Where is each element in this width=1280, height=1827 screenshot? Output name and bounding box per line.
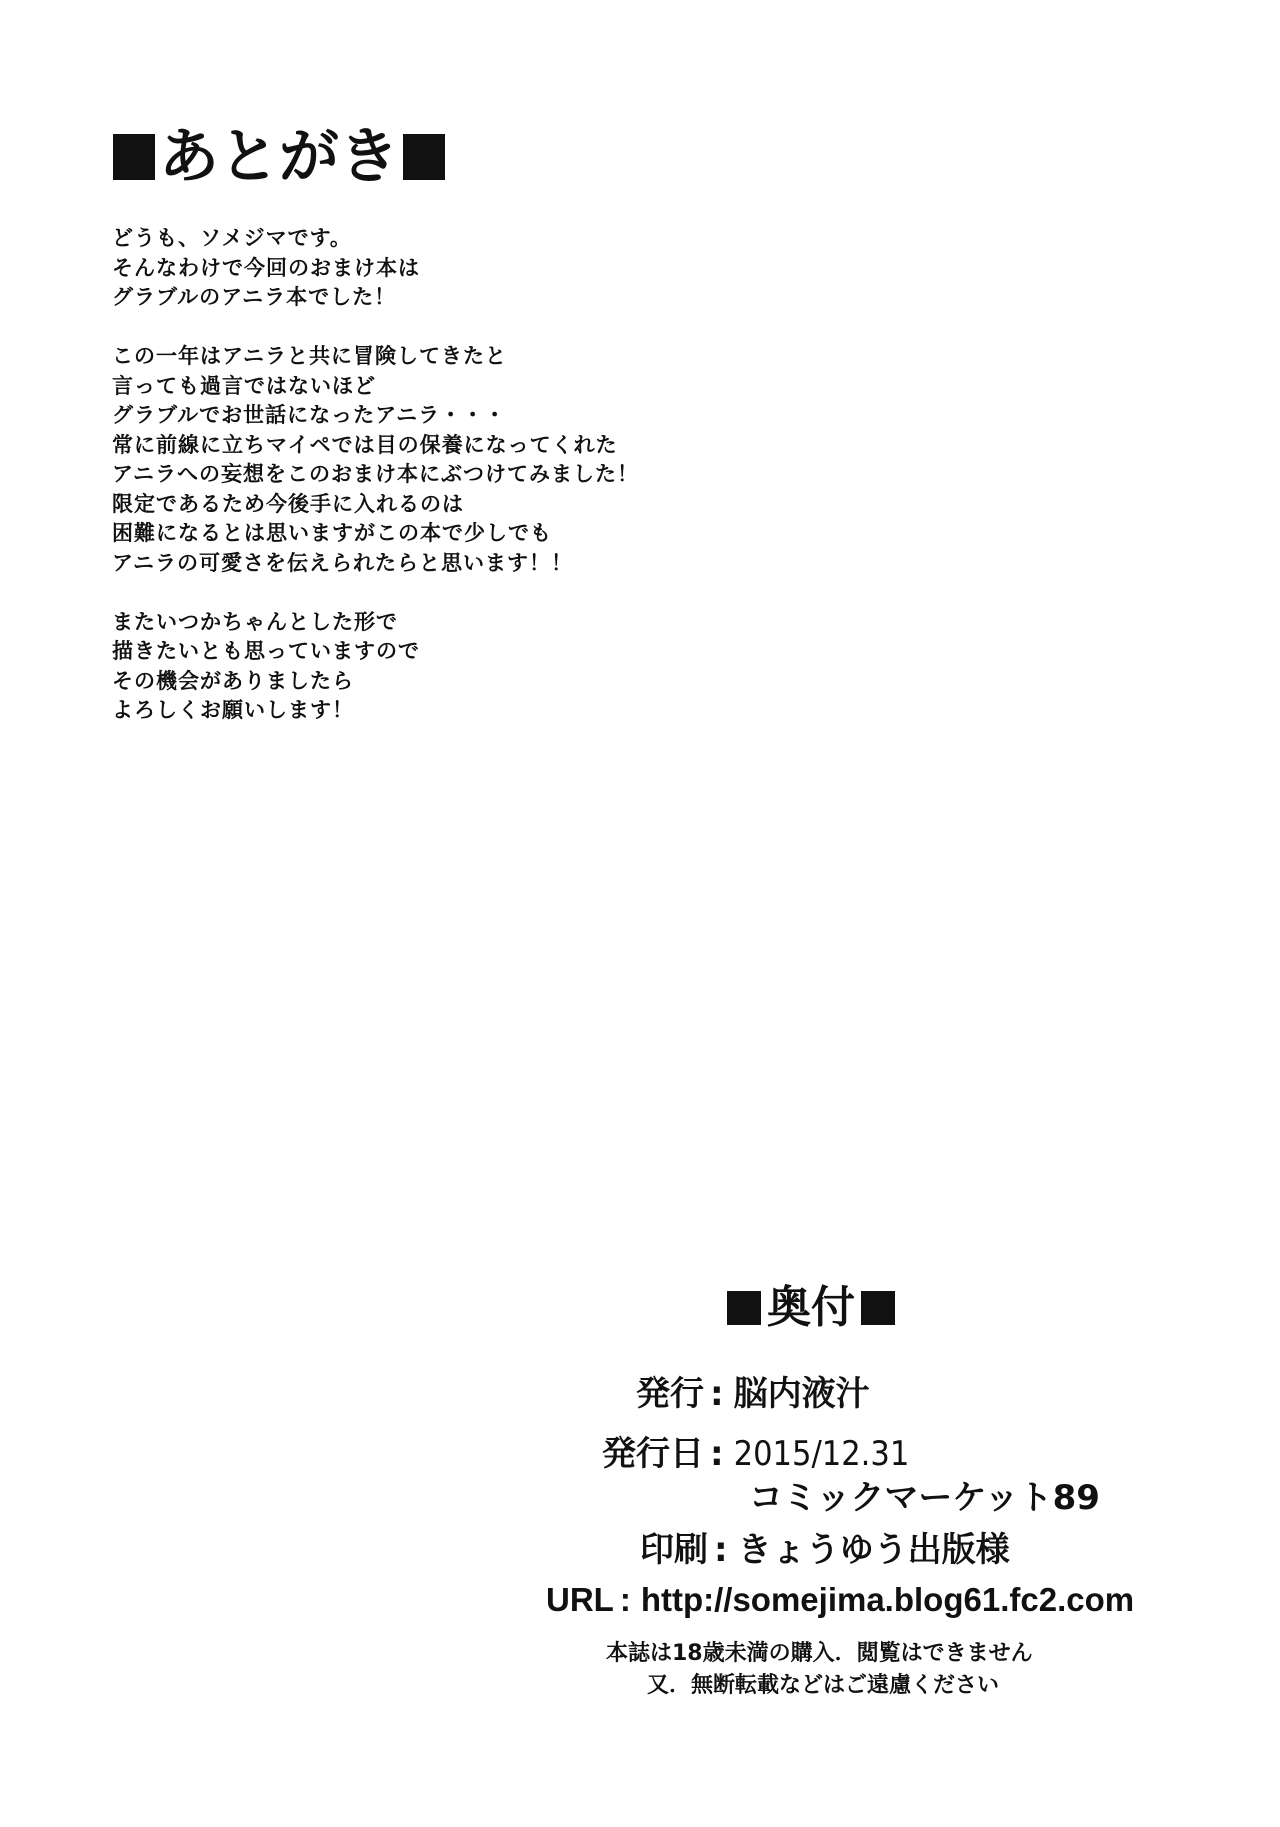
afterword-line: 困難になるとは思いますがこの本で少しでも: [112, 521, 552, 545]
heading-square-right: [861, 1291, 895, 1325]
afterword-line: 常に前線に立ちマイペでは目の保養になってくれた: [112, 432, 618, 457]
afterword-line: またいつかちゃんとした形で: [112, 609, 398, 634]
paragraph-gap: [112, 313, 639, 343]
heading-square-left: [727, 1291, 761, 1325]
afterword-line: 描きたいとも思っていますので: [112, 639, 420, 663]
date-value: 2015/12.31: [733, 1434, 910, 1474]
event-value: コミックマーケット89: [749, 1478, 1100, 1518]
afterword-line: その機会がありましたら: [112, 668, 354, 693]
colophon-heading-text: 奥付: [767, 1282, 855, 1333]
afterword-line: グラブルでお世話になったアニラ・・・: [112, 403, 507, 427]
afterword-line: そんなわけで今回のおまけ本は: [112, 255, 420, 280]
afterword-line: この一年はアニラと共に冒険してきたと: [112, 344, 507, 368]
age-notice: 本誌は18歳未満の購入．閲覧はできません: [606, 1641, 1033, 1666]
date-label: 発行日: [602, 1434, 704, 1474]
printer-row: [640, 1522, 1010, 1571]
colon: :: [714, 1530, 728, 1570]
afterword-heading: [113, 122, 445, 192]
date-row: [602, 1426, 909, 1475]
publisher-row: [636, 1366, 870, 1415]
colon: :: [710, 1434, 724, 1474]
event-row: [749, 1470, 1100, 1519]
afterword-line: 限定であるため今後手に入れるのは: [112, 491, 464, 516]
colophon-heading: [727, 1280, 895, 1336]
url-value: http://somejima.blog61.fc2.com: [640, 1581, 1135, 1618]
colon: :: [619, 1581, 631, 1618]
printer-label: 印刷: [640, 1530, 708, 1570]
colon: :: [710, 1374, 724, 1414]
heading-square-left: [113, 134, 155, 180]
printer-value: きょうゆう出版様: [737, 1530, 1010, 1570]
afterword-line: どうも、ソメジマです。: [112, 226, 352, 250]
afterword-line: アニラの可愛さを伝えられたらと思います！！: [112, 550, 573, 575]
publisher-value: 脳内液汁: [733, 1374, 870, 1414]
afterword-body: [112, 224, 639, 726]
url-row: [546, 1581, 1134, 1619]
afterword-heading-text: あとがき: [159, 122, 399, 192]
afterword-line: グラブルのアニラ本でした！: [112, 285, 397, 309]
url-label: URL: [546, 1581, 614, 1618]
heading-square-right: [403, 134, 445, 180]
paragraph-gap: [112, 578, 639, 608]
publisher-label: 発行: [636, 1374, 704, 1414]
reprint-notice: 又．無断転載などはご遠慮ください: [647, 1673, 1000, 1698]
afterword-line: よろしくお願いします！: [112, 698, 354, 722]
afterword-line: 言っても過言ではないほど: [112, 373, 376, 398]
afterword-line: アニラへの妄想をこのおまけ本にぶつけてみました！: [112, 462, 639, 486]
